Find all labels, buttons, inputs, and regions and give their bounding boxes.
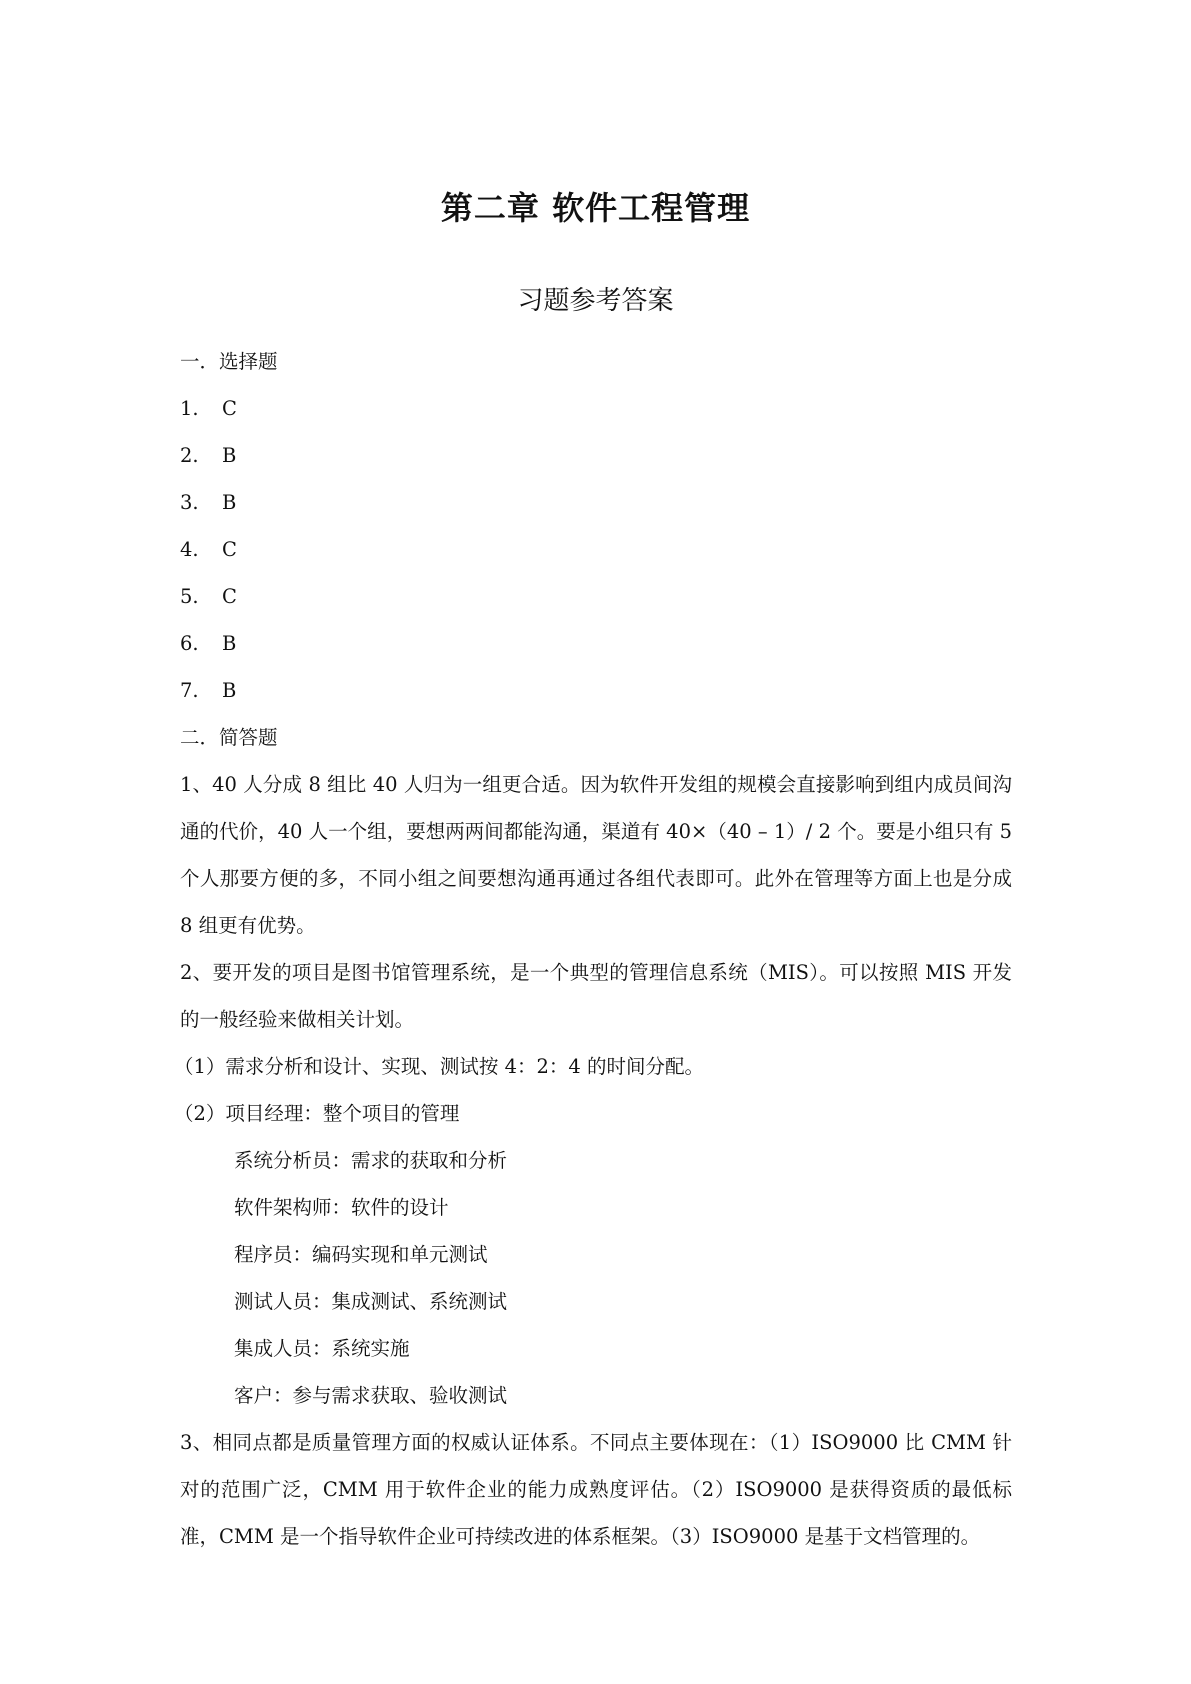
answer-row <box>180 573 1012 620</box>
answer-number: 5. <box>180 585 199 608</box>
answer-letter: B <box>222 632 237 655</box>
answer-letter: C <box>222 397 237 420</box>
answer-letter: B <box>222 679 237 702</box>
answer-paragraph-3: 3、相同点都是质量管理方面的权威认证体系。不同点主要体现在：（1）ISO9000 比 CMM 针对的范围广泛，CMM 用于软件企业的能力成熟度评估。（2）ISO9000 是获得资质的最低标准，CMM 是一个指导软件企业可持续改进的体系框架。（3）ISO9000 是基于文档管理的。 <box>180 1431 1012 1548</box>
answer-row <box>180 667 1012 714</box>
section-heading-choice: 一．选择题 <box>180 350 278 373</box>
answer-key-subtitle: 习题参考答案 <box>517 286 674 316</box>
role-line: 软件架构师：软件的设计 <box>234 1196 449 1219</box>
answer-row <box>180 526 1012 573</box>
plan-item-2: （2）项目经理：整个项目的管理 <box>174 1102 460 1125</box>
answer-letter: C <box>222 538 237 561</box>
answer-letter: C <box>222 585 237 608</box>
plan-item-1: （1）需求分析和设计、实现、测试按 4：2：4 的时间分配。 <box>174 1055 705 1078</box>
answer-letter: B <box>222 444 237 467</box>
answer-row <box>180 432 1012 479</box>
answer-row <box>180 620 1012 667</box>
answer-row <box>180 479 1012 526</box>
answer-row <box>180 385 1012 432</box>
role-line: 客户：参与需求获取、验收测试 <box>234 1384 508 1407</box>
role-line: 程序员：编码实现和单元测试 <box>234 1243 488 1266</box>
answer-paragraph-2: 2、要开发的项目是图书馆管理系统，是一个典型的管理信息系统（MIS）。可以按照 MIS 开发的一般经验来做相关计划。 <box>180 961 1012 1031</box>
answer-number: 4. <box>180 538 199 561</box>
answer-paragraph-1: 1、40 人分成 8 组比 40 人归为一组更合适。因为软件开发组的规模会直接影响到组内成员间沟通的代价，40 人一个组，要想两两间都能沟通，渠道有 40×（40 – 1）/ 2 个。要是小组只有 5 个人那要方便的多，不同小组之间要想沟通再通过各组代表即可。此外在管理等方面上也是分成 8 组更有优势。 <box>180 773 1012 937</box>
answer-number: 1. <box>180 397 199 420</box>
answer-number: 2. <box>180 444 199 467</box>
answer-letter: B <box>222 491 237 514</box>
answer-number: 6. <box>180 632 199 655</box>
role-line: 系统分析员：需求的获取和分析 <box>234 1149 508 1172</box>
role-line: 测试人员：集成测试、系统测试 <box>234 1290 508 1313</box>
section-heading-short-answer: 二．简答题 <box>180 726 278 749</box>
role-line: 集成人员：系统实施 <box>234 1337 410 1360</box>
chapter-title: 第二章 软件工程管理 <box>440 189 751 227</box>
answer-number: 7. <box>180 679 199 702</box>
document-body <box>174 338 1012 1560</box>
answer-number: 3. <box>180 491 199 514</box>
